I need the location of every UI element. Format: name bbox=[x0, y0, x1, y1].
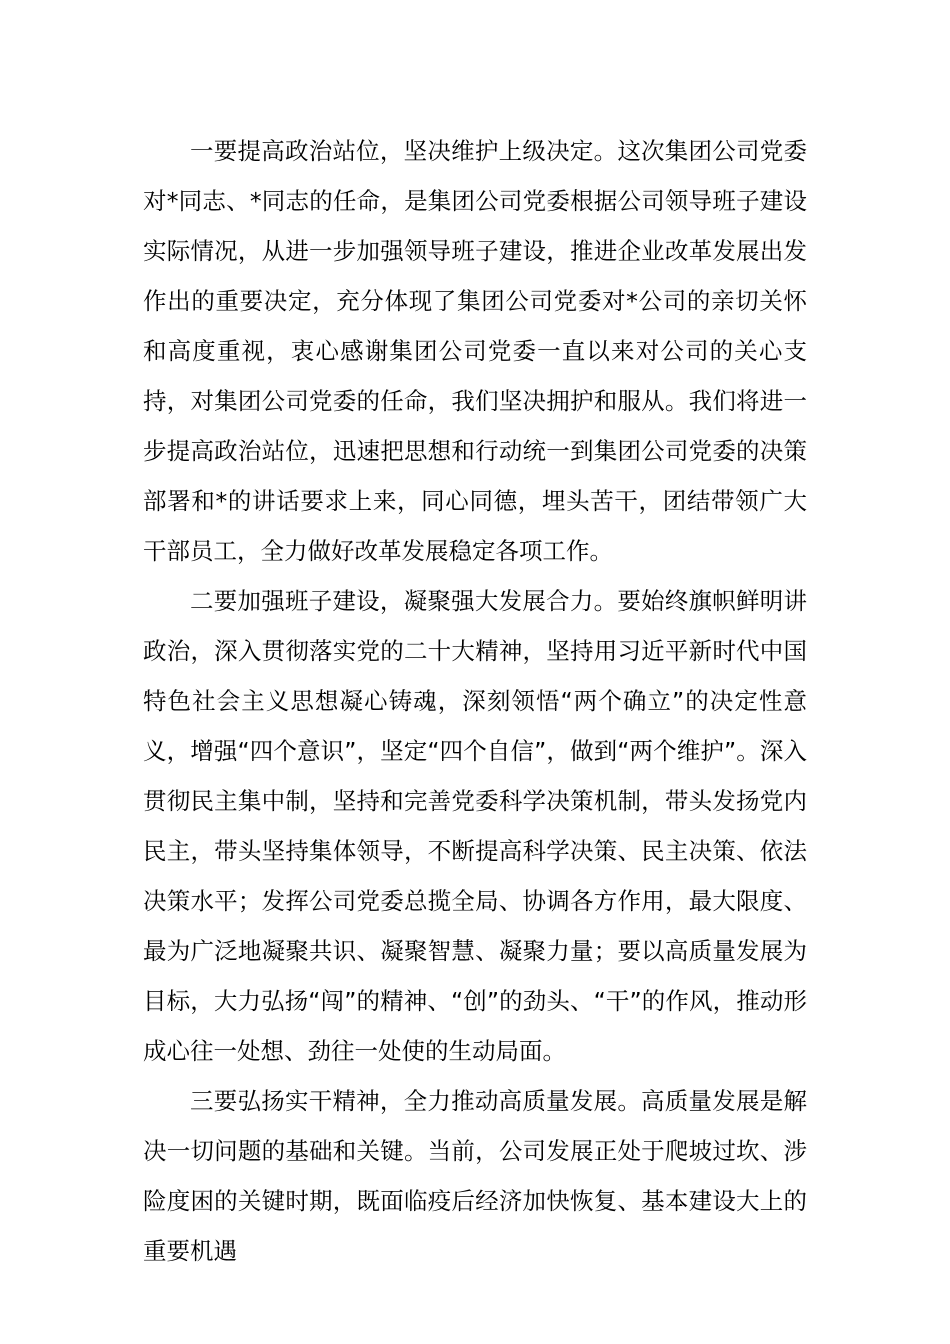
paragraph-team-building: 二要加强班子建设，凝聚强大发展合力。要始终旗帜鲜明讲政治，深入贯彻落实党的二十大精神，坚持用习近平新时代中国特色社会主义思想凝心铸魂，深刻领悟“两个确立”的决定性意义，增强“四个意识”，坚定“四个自信”，做到“两个维护”。深入贯彻民主集中制，坚持和完善党委科学决策机制，带头发扬党内民主，带头坚持集体领导，不断提高科学决策、民主决策、依法决策水平；发挥公司党委总揽全局、协调各方作用，最大限度、最为广泛地凝聚共识、凝聚智慧、凝聚力量；要以高质量发展为目标，大力弘扬“闯”的精神、“创”的劲头、“干”的作风，推动形成心往一处想、劲往一处使的生动局面。 bbox=[143, 587, 807, 1065]
document-body bbox=[143, 126, 807, 1276]
paragraph-political-stance: 一要提高政治站位，坚决维护上级决定。这次集团公司党委对*同志、*同志的任命，是集团公司党委根据公司领导班子建设实际情况，从进一步加强领导班子建设，推进企业改革发展出发作出的重要决定，充分体现了集团公司党委对*公司的亲切关怀和高度重视，衷心感谢集团公司党委一直以来对公司的关心支持，对集团公司党委的任命，我们坚决拥护和服从。我们将进一步提高政治站位，迅速把思想和行动统一到集团公司党委的决策部署和*的讲话要求上来，同心同德，埋头苦干，团结带领广大干部员工，全力做好改革发展稳定各项工作。 bbox=[143, 137, 807, 565]
paragraph-high-quality-development: 三要弘扬实干精神，全力推动高质量发展。高质量发展是解决一切问题的基础和关键。当前，公司发展正处于爬坡过坎、涉险度困的关键时期，既面临疫后经济加快恢复、基本建设大上的重要机遇 bbox=[143, 1087, 807, 1265]
